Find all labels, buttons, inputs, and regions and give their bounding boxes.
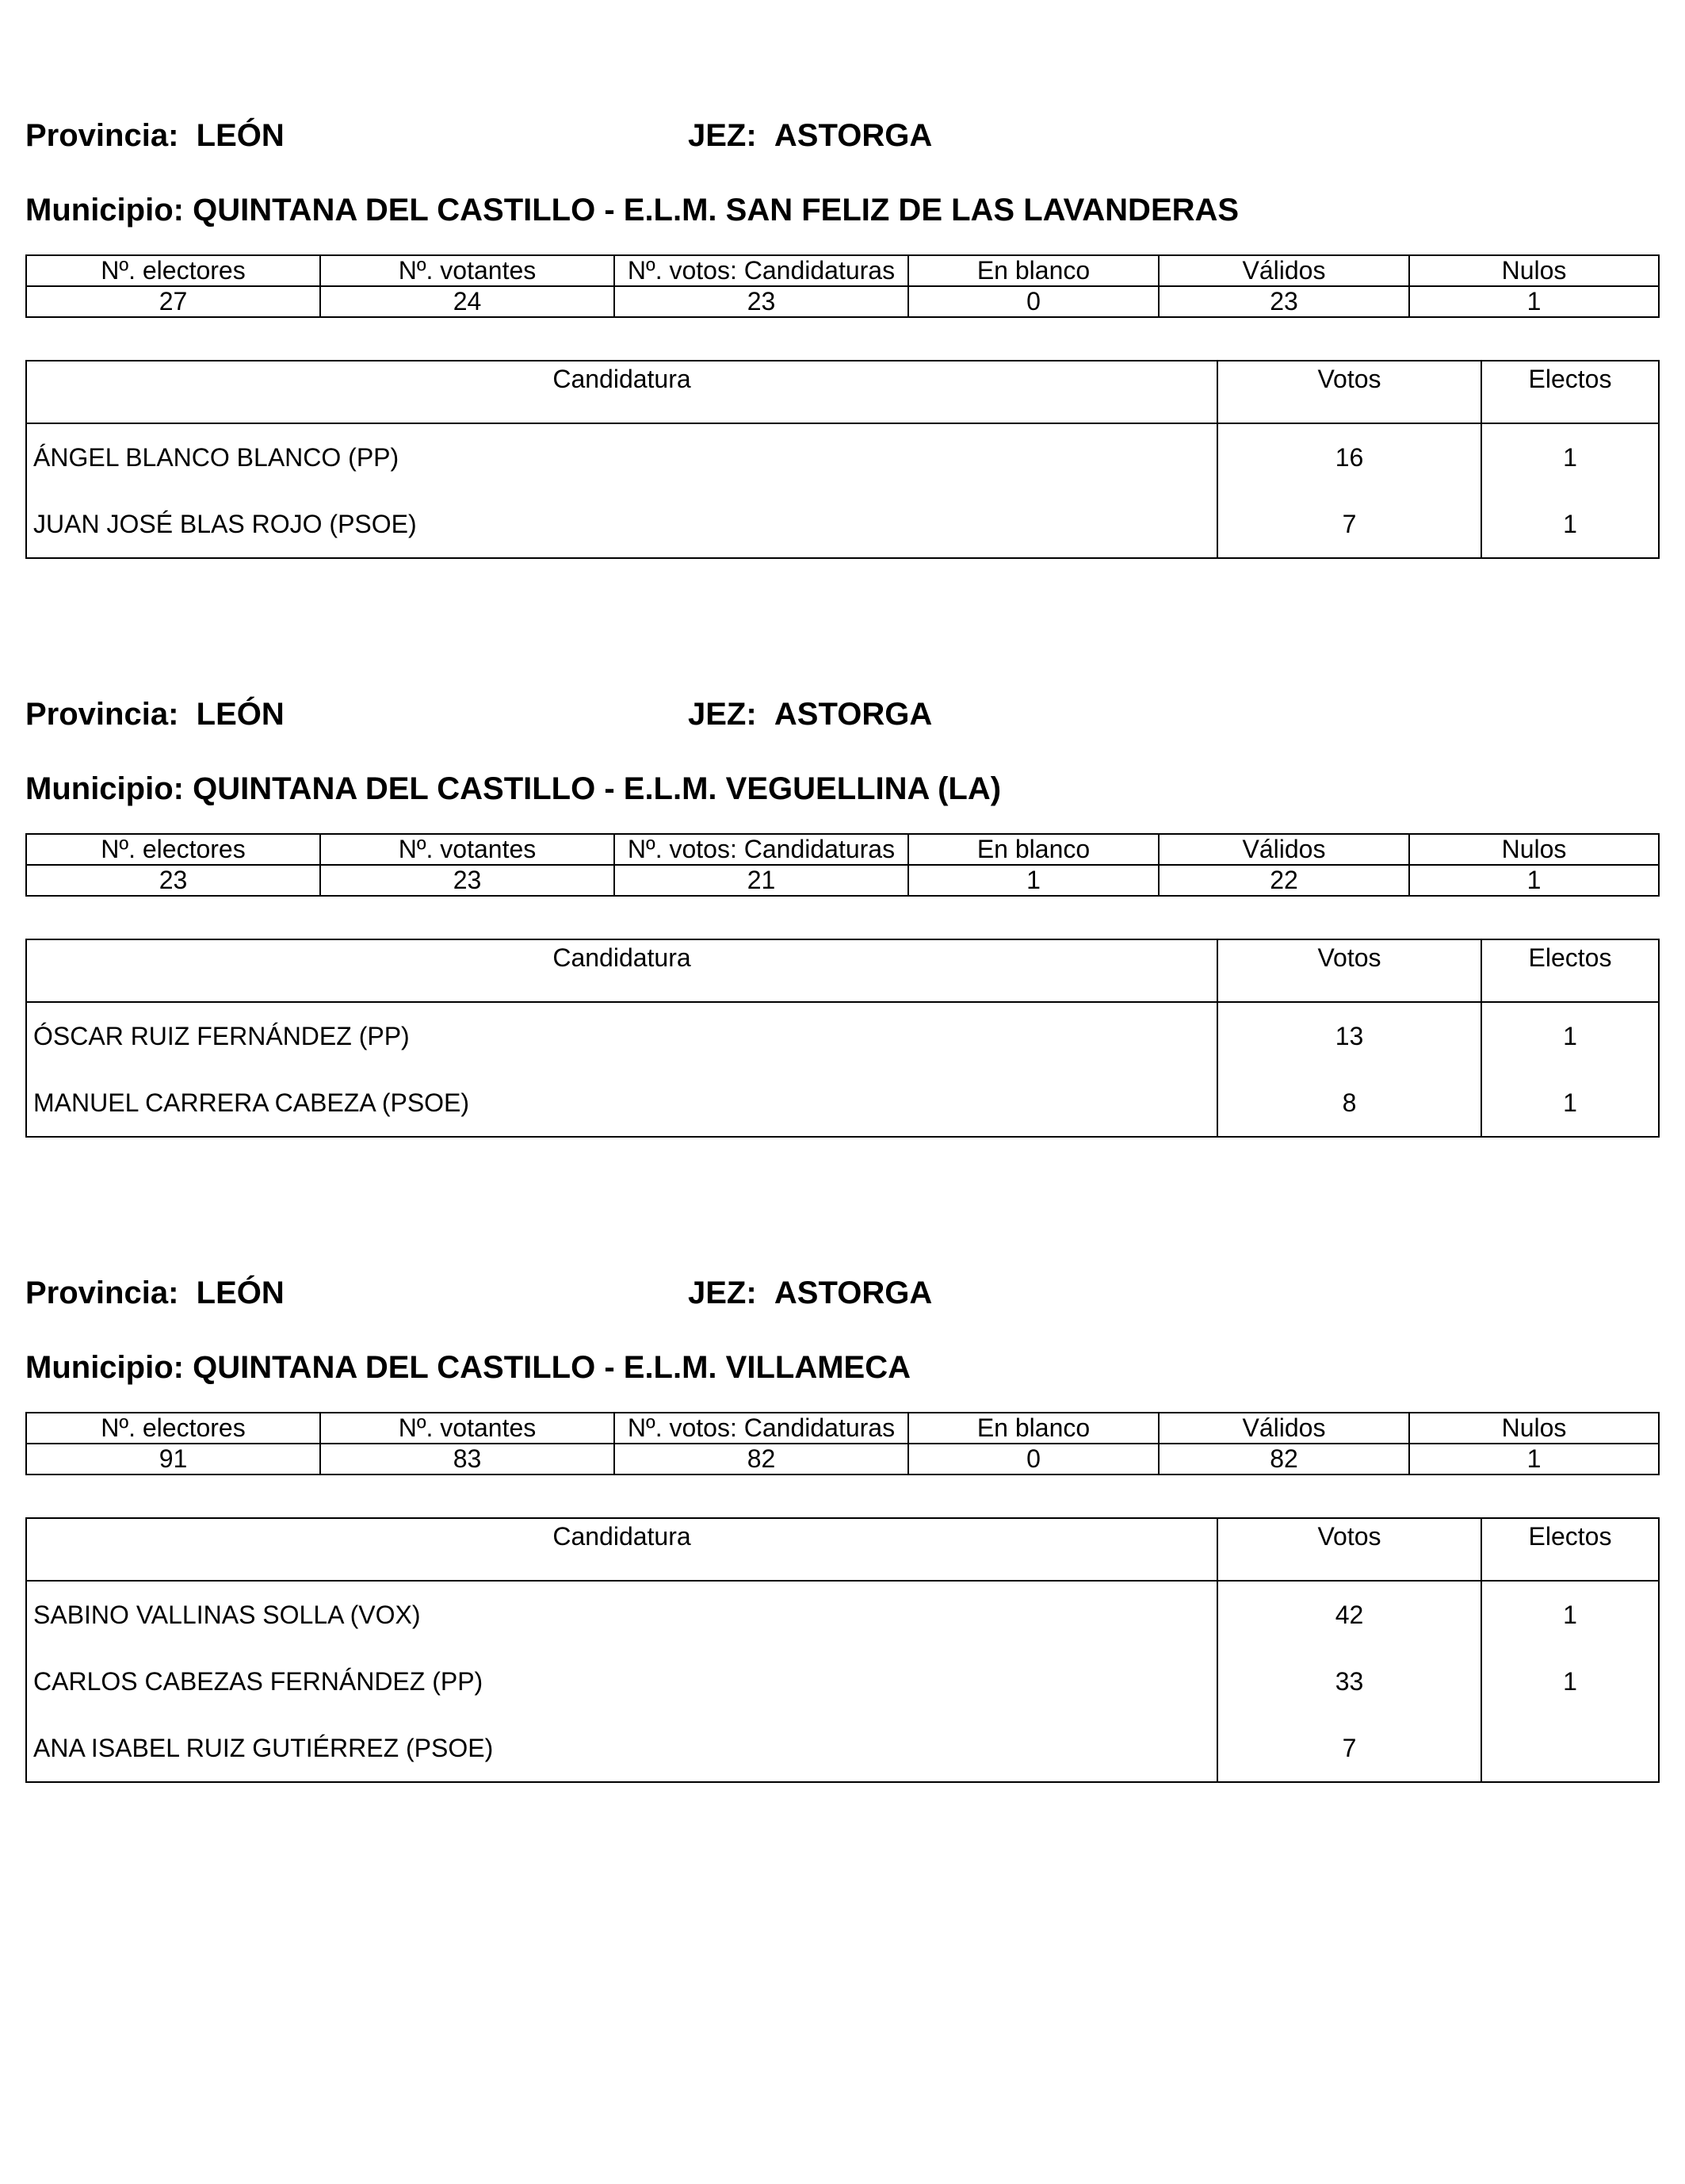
stats-table xyxy=(25,833,1660,897)
jez-line: JEZ: ASTORGA xyxy=(688,1276,933,1310)
stats-value-row xyxy=(26,286,1659,317)
stats-header-votantes: Nº. votantes xyxy=(320,834,614,865)
stats-value-candidaturas: 82 xyxy=(614,1444,908,1474)
stats-header-nulos: Nulos xyxy=(1409,1413,1659,1444)
provincia-value: LEÓN xyxy=(196,1276,285,1310)
stats-header-validos: Válidos xyxy=(1159,1413,1409,1444)
stats-value-candidaturas: 21 xyxy=(614,865,908,896)
candidates-table xyxy=(25,1517,1660,1783)
candidate-votos: 16 xyxy=(1217,423,1481,491)
stats-value-nulos: 1 xyxy=(1409,286,1659,317)
stats-header-electores: Nº. electores xyxy=(26,255,320,286)
candidate-name: ANA ISABEL RUIZ GUTIÉRREZ (PSOE) xyxy=(26,1715,1217,1782)
candidate-row xyxy=(26,1069,1659,1137)
stats-value-blanco: 0 xyxy=(908,1444,1159,1474)
stats-value-blanco: 1 xyxy=(908,865,1159,896)
candidate-electos xyxy=(1481,1715,1659,1782)
stats-table xyxy=(25,254,1660,318)
stats-header-blanco: En blanco xyxy=(908,255,1159,286)
header-candidatura: Candidatura xyxy=(26,1518,1217,1581)
jez-value: ASTORGA xyxy=(774,697,933,732)
candidate-name: MANUEL CARRERA CABEZA (PSOE) xyxy=(26,1069,1217,1137)
provincia-line: Provincia: LEÓN xyxy=(25,1276,285,1310)
header-votos: Votos xyxy=(1217,361,1481,423)
jez-value: ASTORGA xyxy=(774,118,933,153)
stats-header-electores: Nº. electores xyxy=(26,1413,320,1444)
stats-value-validos: 23 xyxy=(1159,286,1409,317)
candidate-row xyxy=(26,1715,1659,1782)
header-votos: Votos xyxy=(1217,1518,1481,1581)
stats-value-electores: 91 xyxy=(26,1444,320,1474)
stats-value-votantes: 24 xyxy=(320,286,614,317)
candidates-header-row xyxy=(26,939,1659,1002)
header-candidatura: Candidatura xyxy=(26,361,1217,423)
stats-value-electores: 23 xyxy=(26,865,320,896)
stats-value-nulos: 1 xyxy=(1409,865,1659,896)
candidate-row xyxy=(26,1002,1659,1069)
candidate-row xyxy=(26,423,1659,491)
stats-value-row xyxy=(26,865,1659,896)
stats-header-nulos: Nulos xyxy=(1409,834,1659,865)
candidates-header-row xyxy=(26,1518,1659,1581)
candidate-row xyxy=(26,1648,1659,1715)
candidate-name: JUAN JOSÉ BLAS ROJO (PSOE) xyxy=(26,491,1217,558)
stats-header-validos: Válidos xyxy=(1159,834,1409,865)
stats-value-electores: 27 xyxy=(26,286,320,317)
stats-value-votantes: 23 xyxy=(320,865,614,896)
candidate-name: SABINO VALLINAS SOLLA (VOX) xyxy=(26,1581,1217,1648)
candidate-name: ÁNGEL BLANCO BLANCO (PP) xyxy=(26,423,1217,491)
stats-table xyxy=(25,1412,1660,1475)
stats-header-blanco: En blanco xyxy=(908,834,1159,865)
candidate-electos: 1 xyxy=(1481,1648,1659,1715)
provincia-line: Provincia: LEÓN xyxy=(25,118,285,153)
stats-value-votantes: 83 xyxy=(320,1444,614,1474)
candidate-votos: 13 xyxy=(1217,1002,1481,1069)
stats-header-blanco: En blanco xyxy=(908,1413,1159,1444)
header-electos: Electos xyxy=(1481,1518,1659,1581)
stats-value-nulos: 1 xyxy=(1409,1444,1659,1474)
stats-header-electores: Nº. electores xyxy=(26,834,320,865)
municipio-value: QUINTANA DEL CASTILLO - E.L.M. SAN FELIZ DE LAS LAVANDERAS xyxy=(193,193,1240,228)
provincia-value: LEÓN xyxy=(196,118,285,153)
jez-line: JEZ: ASTORGA xyxy=(688,697,933,732)
stats-header-candidaturas: Nº. votos: Candidaturas xyxy=(614,834,908,865)
stats-header-votantes: Nº. votantes xyxy=(320,1413,614,1444)
candidate-electos: 1 xyxy=(1481,1002,1659,1069)
stats-header-nulos: Nulos xyxy=(1409,255,1659,286)
jez-line: JEZ: ASTORGA xyxy=(688,118,933,153)
candidate-name: ÓSCAR RUIZ FERNÁNDEZ (PP) xyxy=(26,1002,1217,1069)
jez-value: ASTORGA xyxy=(774,1276,933,1310)
stats-value-validos: 82 xyxy=(1159,1444,1409,1474)
municipio-line: Municipio: QUINTANA DEL CASTILLO - E.L.M. SAN FELIZ DE LAS LAVANDERAS xyxy=(25,193,1240,228)
candidate-electos: 1 xyxy=(1481,491,1659,558)
candidate-name: CARLOS CABEZAS FERNÁNDEZ (PP) xyxy=(26,1648,1217,1715)
candidate-votos: 8 xyxy=(1217,1069,1481,1137)
stats-header-candidaturas: Nº. votos: Candidaturas xyxy=(614,1413,908,1444)
candidate-votos: 7 xyxy=(1217,491,1481,558)
candidate-votos: 42 xyxy=(1217,1581,1481,1648)
stats-value-candidaturas: 23 xyxy=(614,286,908,317)
candidate-electos: 1 xyxy=(1481,423,1659,491)
stats-header-row xyxy=(26,834,1659,865)
municipio-line: Municipio: QUINTANA DEL CASTILLO - E.L.M. VILLAMECA xyxy=(25,1350,911,1385)
provincia-line: Provincia: LEÓN xyxy=(25,697,285,732)
header-electos: Electos xyxy=(1481,361,1659,423)
municipio-value: QUINTANA DEL CASTILLO - E.L.M. VEGUELLINA (LA) xyxy=(193,771,1002,806)
stats-header-votantes: Nº. votantes xyxy=(320,255,614,286)
stats-value-blanco: 0 xyxy=(908,286,1159,317)
candidates-header-row xyxy=(26,361,1659,423)
header-electos: Electos xyxy=(1481,939,1659,1002)
candidate-votos: 7 xyxy=(1217,1715,1481,1782)
candidate-electos: 1 xyxy=(1481,1581,1659,1648)
stats-value-row xyxy=(26,1444,1659,1474)
stats-value-validos: 22 xyxy=(1159,865,1409,896)
stats-header-validos: Válidos xyxy=(1159,255,1409,286)
candidate-electos: 1 xyxy=(1481,1069,1659,1137)
candidate-votos: 33 xyxy=(1217,1648,1481,1715)
candidates-table xyxy=(25,939,1660,1138)
candidates-table xyxy=(25,360,1660,559)
municipio-line: Municipio: QUINTANA DEL CASTILLO - E.L.M. VEGUELLINA (LA) xyxy=(25,771,1002,806)
stats-header-row xyxy=(26,255,1659,286)
candidate-row xyxy=(26,491,1659,558)
municipio-value: QUINTANA DEL CASTILLO - E.L.M. VILLAMECA xyxy=(193,1350,911,1385)
header-votos: Votos xyxy=(1217,939,1481,1002)
header-candidatura: Candidatura xyxy=(26,939,1217,1002)
stats-header-candidaturas: Nº. votos: Candidaturas xyxy=(614,255,908,286)
stats-header-row xyxy=(26,1413,1659,1444)
candidate-row xyxy=(26,1581,1659,1648)
provincia-value: LEÓN xyxy=(196,697,285,732)
